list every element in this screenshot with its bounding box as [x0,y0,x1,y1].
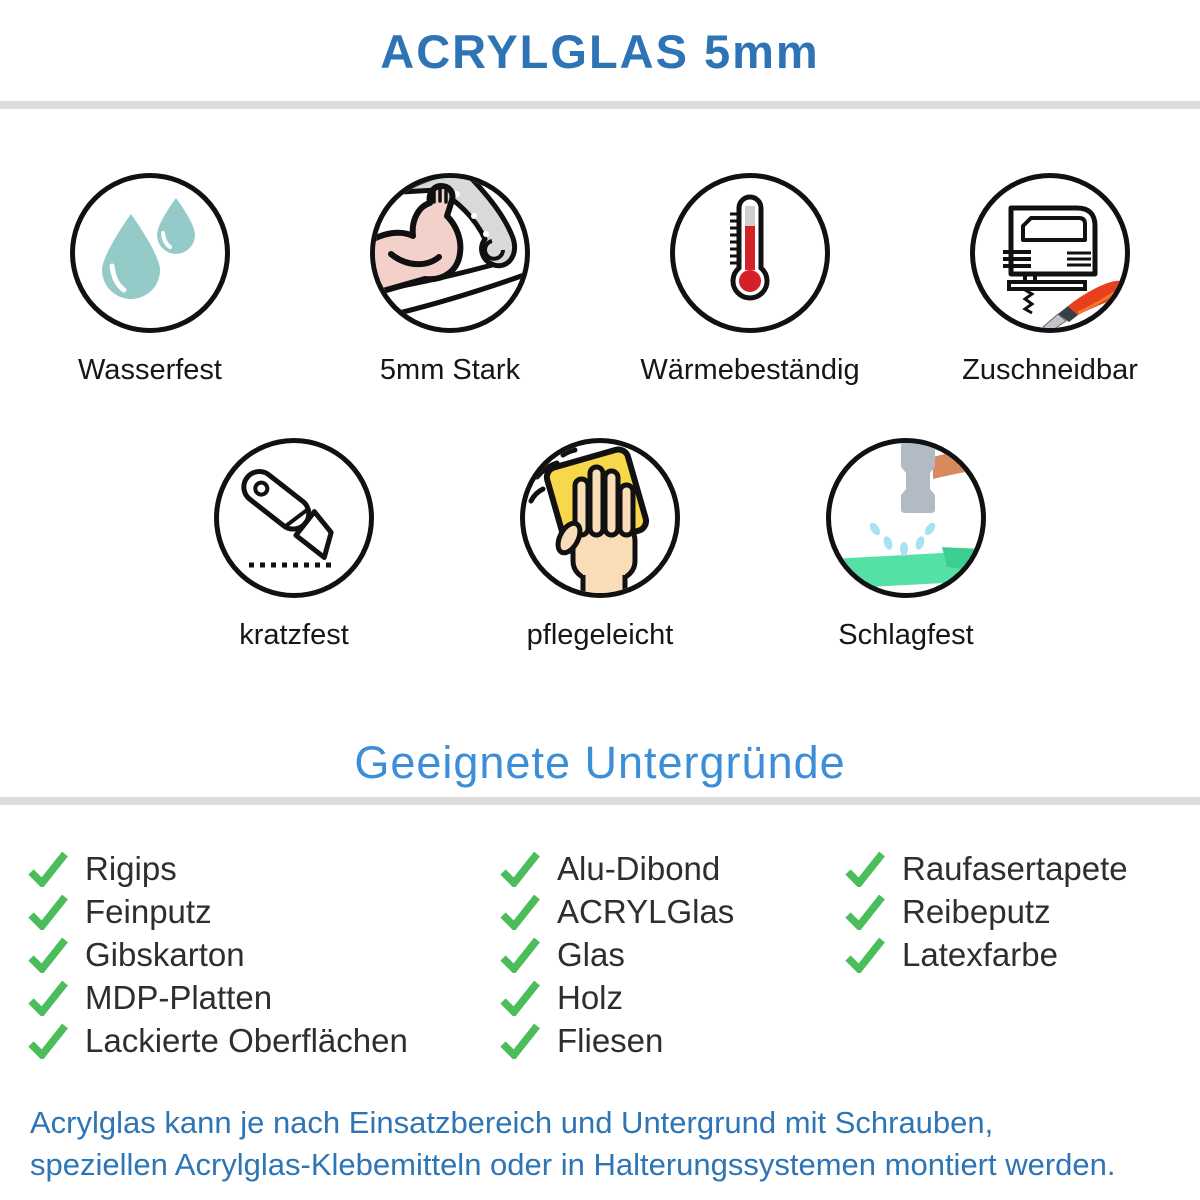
feature-label: Wasserfest [78,354,222,386]
list-item-label: ACRYLGlas [557,892,735,930]
feature-label: Schlagfest [838,619,974,651]
divider [0,797,1200,805]
feature-wasserfest [0,173,300,388]
list-item [28,933,500,976]
flexed-arm-roll-icon [370,173,530,333]
list-item-label: Gibskarton [85,935,245,973]
checkmark-icon [28,894,68,930]
checkmark-icon [28,980,68,1016]
mounting-note [0,1102,1200,1186]
checkmark-icon [28,937,68,973]
feature-row-2 [0,438,1200,653]
checklist-column-3 [845,847,1172,1062]
list-item [500,976,845,1019]
list-item-label: Feinputz [85,892,212,930]
list-item-label: Fliesen [557,1021,664,1059]
checklist-column-1 [28,847,500,1062]
checkmark-icon [500,980,540,1016]
list-item [28,890,500,933]
section-title-substrates: Geeignete Untergründe [354,737,846,788]
list-item [28,976,500,1019]
checkmark-icon [500,894,540,930]
page-title: ACRYLGLAS 5mm [380,25,820,78]
divider [0,101,1200,109]
feature-label: pflegeleicht [526,619,674,651]
hammer-impact-icon [826,438,986,598]
water-drops-icon [70,173,230,333]
jigsaw-cutter-icon [970,173,1130,333]
list-item-label: Rigips [85,849,177,887]
feature-zuschneidbar [900,173,1200,388]
feature-pflegeleicht [447,438,753,653]
checkmark-icon [845,894,885,930]
list-item [28,1019,500,1062]
feature-row-1 [0,173,1200,388]
checklist-column-2 [500,847,845,1062]
list-item-label: Reibeputz [902,892,1051,930]
feature-label: 5mm Stark [379,354,521,386]
utility-knife-icon [214,438,374,598]
list-item-label: Glas [557,935,625,973]
list-item [500,933,845,976]
list-item-label: MDP-Platten [85,978,273,1016]
list-item-label: Holz [557,978,624,1016]
list-item [845,890,1172,933]
checkmark-icon [500,851,540,887]
mounting-note-line: Acrylglas kann je nach Einsatzbereich und Untergrund mit Schrauben, [30,1105,994,1140]
feature-kratzfest [141,438,447,653]
list-item [845,847,1172,890]
list-item-label: Lackierte Oberflächen [85,1021,408,1059]
checkmark-icon [500,1023,540,1059]
feature-label: Zuschneidbar [962,354,1138,386]
list-item [500,847,845,890]
list-item [500,1019,845,1062]
list-item-label: Alu-Dibond [557,849,721,887]
feature-waermebestaendig [600,173,900,388]
list-item-label: Latexfarbe [902,935,1058,973]
list-item [28,847,500,890]
feature-label: kratzfest [239,619,349,651]
substrates-checklist [0,847,1200,1062]
checkmark-icon [500,937,540,973]
thermometer-icon [670,173,830,333]
list-item [845,933,1172,976]
list-item [500,890,845,933]
checkmark-icon [845,937,885,973]
feature-5mm-stark [300,173,600,388]
checkmark-icon [28,851,68,887]
checkmark-icon [845,851,885,887]
feature-schlagfest [753,438,1059,653]
list-item-label: Raufasertapete [902,849,1128,887]
checkmark-icon [28,1023,68,1059]
mounting-note-line: speziellen Acrylglas-Klebemitteln oder in Halterungssystemen montiert werden. [30,1147,1116,1182]
hand-cloth-icon [520,438,680,598]
feature-label: Wärmebeständig [640,354,860,386]
